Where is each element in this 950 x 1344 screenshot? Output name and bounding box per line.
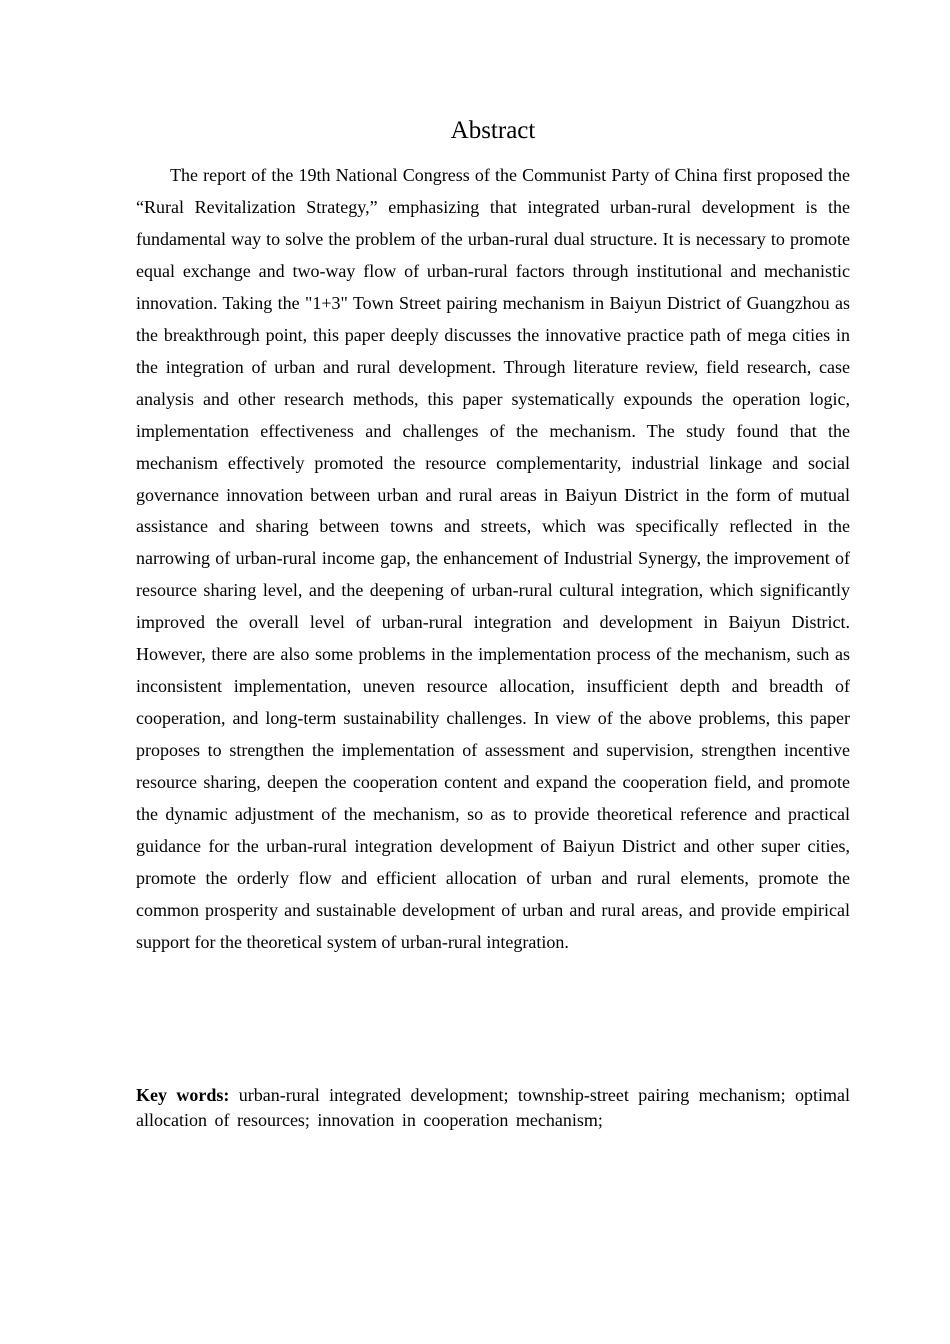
keywords-label: Key words:	[136, 1085, 230, 1105]
keywords-text: urban-rural integrated development; township-street pairing mechanism; optimal allocation of resources; innovation in cooperation mechanism;	[136, 1085, 851, 1130]
abstract-body: The report of the 19th National Congress of the Communist Party of China first proposed the “Rural Revitalization Strategy,” emphasizing that integrated urban-rural development is the fundamental way to solve the problem of the urban-rural dual structure. It is necessary to promote equal exchange and two-way flow of urban-rural factors through institutional and mechanistic innovation. Taking the "1+3" Town Street pairing mechanism in Baiyun District of Guangzhou as the breakthrough point, this paper deeply discusses the innovative practice path of mega cities in the integration of urban and rural development. Through literature review, field research, case analysis and other research methods, this paper systematically expounds the operation logic, implementation effectiveness and challenges of the mechanism. The study found that the mechanism effectively promoted the resource complementarity, industrial linkage and social governance innovation between urban and rural areas in Baiyun District in the form of mutual assistance and sharing between towns and streets, which was specifically reflected in the narrowing of urban-rural income gap, the enhancement of Industrial Synergy, the improvement of resource sharing level, and the deepening of urban-rural cultural integration, which significantly improved the overall level of urban-rural integration and development in Baiyun District. However, there are also some problems in the implementation process of the mechanism, such as inconsistent implementation, uneven resource allocation, insufficient depth and breadth of cooperation, and long-term sustainability challenges. In view of the above problems, this paper proposes to strengthen the implementation of assessment and supervision, strengthen incentive resource sharing, deepen the cooperation content and expand the cooperation field, and promote the dynamic adjustment of the mechanism, so as to provide theoretical reference and practical guidance for the urban-rural integration development of Baiyun District and other super cities, promote the orderly flow and efficient allocation of urban and rural elements, promote the common prosperity and sustainable development of urban and rural areas, and provide empirical support for the theoretical system of urban-rural integration.	[136, 165, 850, 952]
keywords-paragraph	[136, 1083, 850, 1133]
abstract-title: Abstract	[450, 117, 536, 144]
